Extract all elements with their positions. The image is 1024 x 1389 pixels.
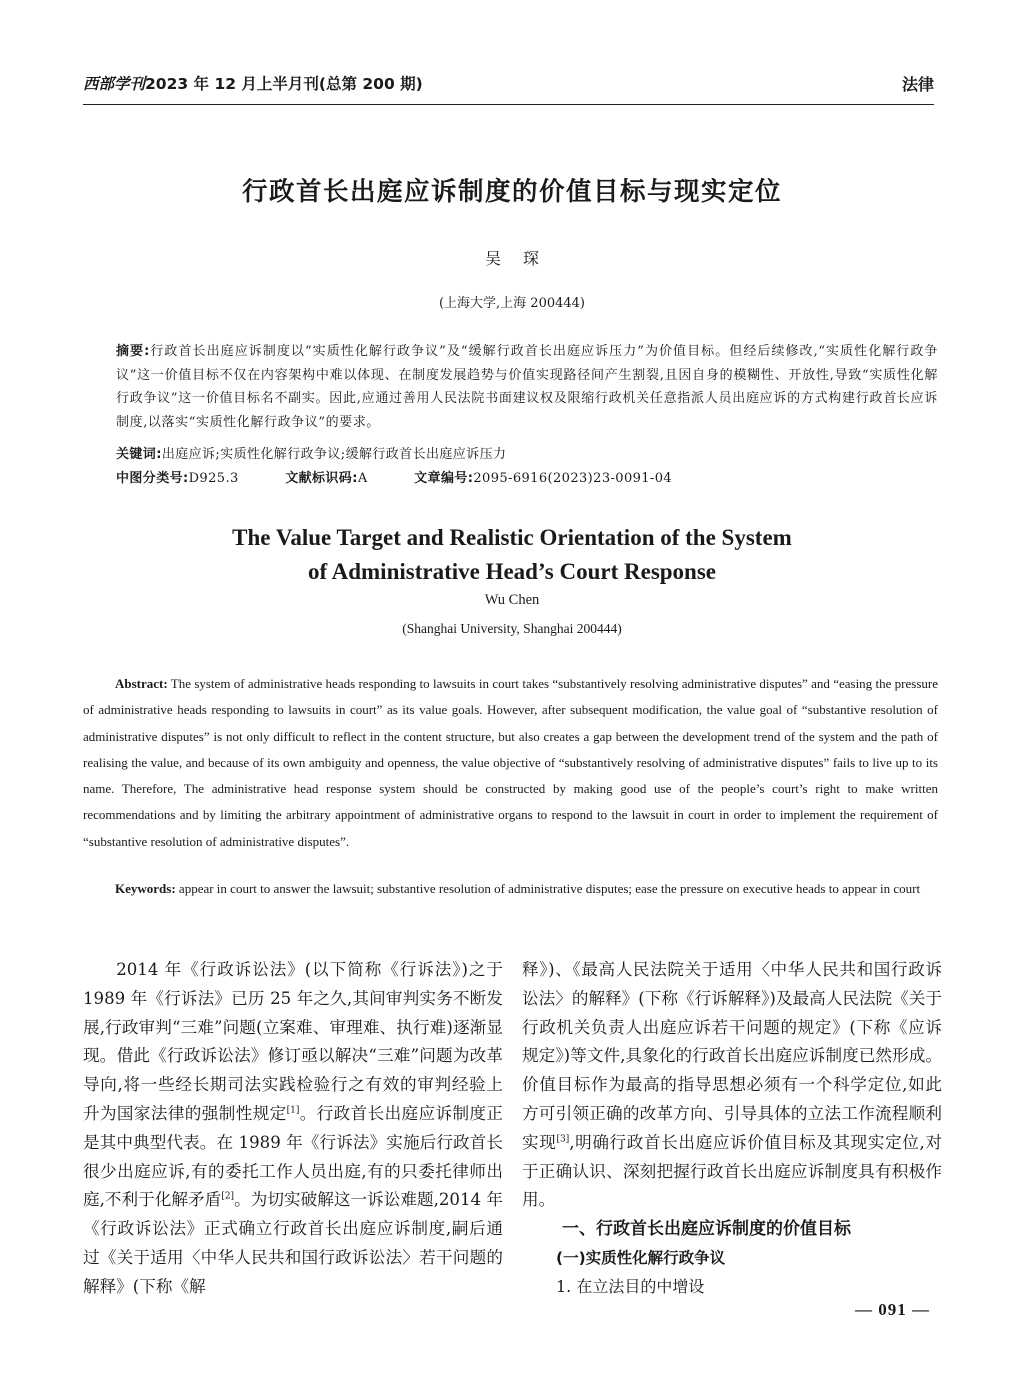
body-column-right: [522, 956, 942, 1302]
body-text: ,明确行政首长出庭应诉价值目标及其现实定位,对于正确认识、深刻把握行政首长出庭应诉制度具有积极作用。: [522, 1132, 942, 1210]
page-number: — 091 —: [855, 1300, 930, 1319]
section-heading-1: 一、行政首长出庭应诉制度的价值目标: [562, 1219, 851, 1240]
reference-2[interactable]: [2]: [221, 1191, 235, 1202]
body-text: 释》)、《最高人民法院关于适用〈中华人民共和国行政诉讼法〉的解释》(下称《行诉解释》)及最高人民法院《关于行政机关负责人出庭应诉若干问题的规定》(下称《应诉规定》)等文件,具象化的行政首长出庭应诉制度已然形成。价值目标作为最高的指导思想必须有一个科学定位,如此方可引领正确的改革方向、引导具体的立法工作流程顺利实现: [522, 960, 942, 1152]
reference-3[interactable]: [3]: [556, 1134, 570, 1145]
affiliation-en: (Shanghai University, Shanghai 200444): [402, 621, 622, 636]
abstract-en-text: The system of administrative heads responding to lawsuits in court takes “substantively resolving administrative disputes” and “easing the pressure of administrative heads responding to lawsuits in court” as its value goals. However, after subsequent modification, the value goal of “substantive resolution of administrative disputes” is not only difficult to reflect in the content structure, but also creates a gap between the development trend of the system and the path of realising the value, and because of its own ambiguity and openness, the value objective of “substantively resolving of administrative disputes” fails to live up to its name. Therefore, The administrative head response system should be constructed by making good use of the people’s court’s right to make written recommendations and by limiting the arbitrary appointment of administrative organs to respond to the lawsuit in court in order to implement the requirement of “substantive resolution of administrative disputes”.: [83, 676, 938, 849]
keywords-en-label: Keywords:: [115, 881, 176, 896]
clc-value: D925.3: [188, 471, 239, 486]
article-number: [414, 467, 672, 491]
abstract-cn: [116, 340, 938, 434]
keywords-cn: [116, 443, 938, 467]
author-cn: 吴琛: [484, 249, 561, 268]
abstract-cn-label: 摘要:: [116, 344, 150, 359]
body-text: 2014 年《行政诉讼法》(以下简称《行诉法》)之于 1989 年《行诉法》已历 25 年之久,其间审判实务不断发展,行政审判“三难”问题(立案难、审理难、执行难)逐渐显现。借此《行政诉讼法》修订亟以解决“三难”问题为改革导向,将一些经长期司法实践检验行之有效的审判经验上升为国家法律的强制性规定: [83, 960, 503, 1123]
abstract-en-label: Abstract:: [115, 676, 168, 691]
clc-label: 中图分类号:: [116, 471, 189, 486]
abstract-cn-text: 行政首长出庭应诉制度以“实质性化解行政争议”及“缓解行政首长出庭应诉压力”为价值目标。但经后续修改,“实质性化解行政争议”这一价值目标不仅在内容架构中难以体现、在制度发展趋势与价值实现路径间产生割裂,且因自身的模糊性、开放性,导致“实质性化解行政争议”这一价值目标名不副实。因此,应通过善用人民法院书面建议权及限缩行政机关任意指派人员出庭应诉的方式构建行政首长应诉制度,以落实“实质性化解行政争议”的要求。: [116, 344, 939, 430]
classification-line: [116, 467, 938, 491]
keywords-en-text: appear in court to answer the lawsuit; substantive resolution of administrative disputes; ease the pressure on executive heads to appear in court: [178, 881, 921, 896]
body-text: 。为切实破解这一诉讼难题,2014 年《行政诉讼法》正式确立行政首长出庭应诉制度,嗣后通过《关于适用〈中华人民共和国行政诉讼法〉若干问题的解释》(下称《解: [83, 1190, 503, 1296]
keywords-cn-text: 出庭应诉;实质性化解行政争议;缓解行政首长出庭应诉压力: [161, 447, 507, 462]
body-paragraph-continued: [522, 956, 942, 1215]
author-en: Wu Chen: [484, 592, 540, 608]
section-heading-3: 1. 在立法目的中增设: [556, 1276, 705, 1296]
paper-title-en: [0, 521, 1024, 589]
abstract-en: [83, 671, 938, 855]
keywords-cn-label: 关键词:: [116, 447, 162, 462]
keywords-en: [83, 876, 938, 902]
clc-number: [116, 467, 239, 491]
article-value: 2095-6916(2023)23-0091-04: [473, 471, 673, 486]
journal-issue: [83, 72, 423, 94]
title-en-line-2: of Administrative Head’s Court Response: [307, 559, 717, 584]
body-paragraph: [83, 956, 503, 1302]
journal-logo: 西部学刊: [83, 74, 146, 93]
section-label: 法律: [901, 75, 934, 94]
doc-code: [285, 467, 367, 491]
doc-label: 文献标识码:: [285, 471, 358, 486]
affiliation-cn: (上海大学,上海 200444): [438, 296, 586, 311]
doc-value: A: [357, 471, 368, 486]
body-column-left: [83, 956, 503, 1302]
reference-1[interactable]: [1]: [286, 1105, 300, 1116]
article-label: 文章编号:: [414, 471, 474, 486]
issue-info: 2023 年 12 月上半月刊(总第 200 期): [145, 75, 423, 93]
body-text: 。行政首长出庭应诉制度正是其中典型代表。在 1989 年《行诉法》实施后行政首长很少出庭应诉,有的委托工作人员出庭,有的只委托律师出庭,不利于化解矛盾: [83, 1103, 503, 1210]
running-header: [83, 70, 934, 105]
title-en-line-1: The Value Target and Realistic Orientation of the System: [232, 525, 792, 550]
section-heading-2: (一)实质性化解行政争议: [556, 1248, 726, 1267]
paper-title-cn: 行政首长出庭应诉制度的价值目标与现实定位: [241, 177, 782, 207]
